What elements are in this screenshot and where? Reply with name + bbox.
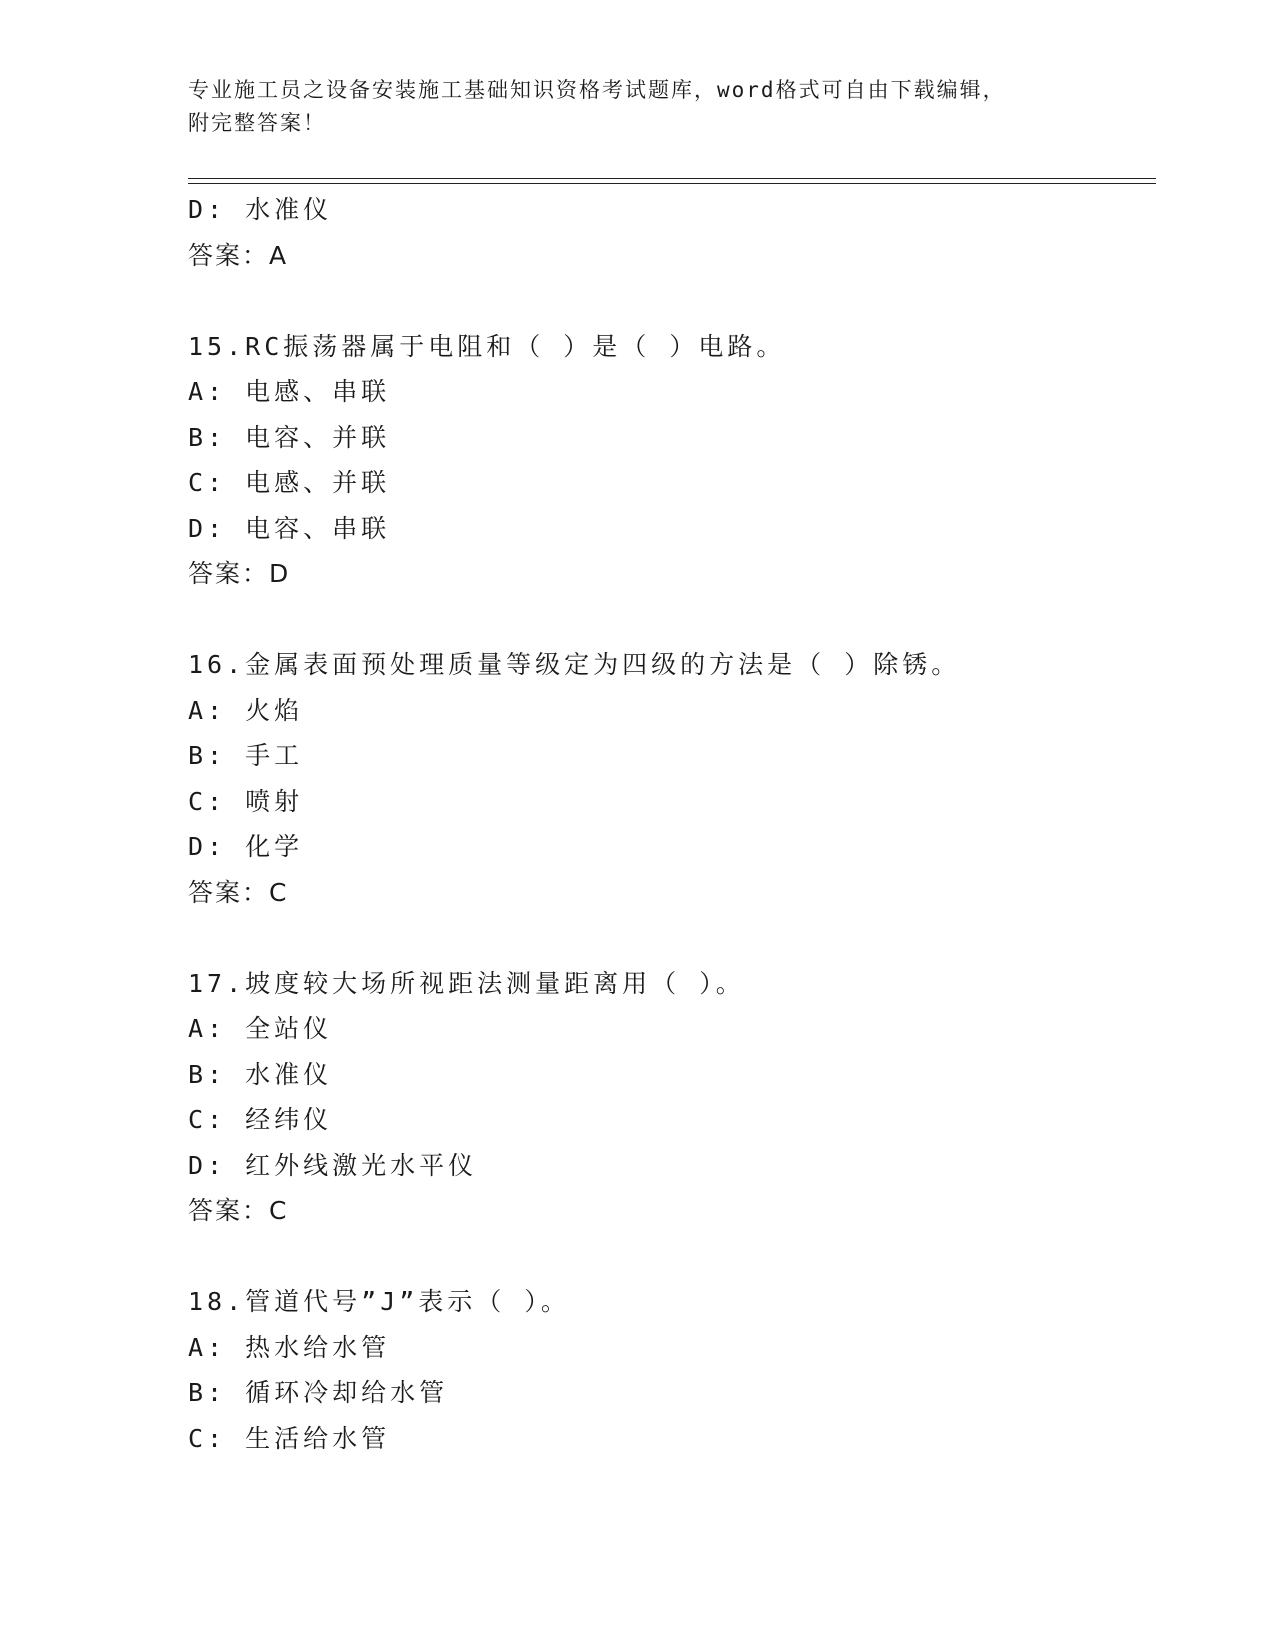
question-17: [188, 961, 1156, 1234]
spacer: [188, 915, 1156, 961]
option-d: D: 水准仪: [188, 195, 333, 224]
option-b: B: 循环冷却给水管: [188, 1378, 449, 1407]
answer-line: 答案：C: [188, 1196, 289, 1225]
option-a: A: 火焰: [188, 695, 304, 725]
answer-line: 答案：A: [188, 240, 289, 270]
question-16: [188, 642, 1156, 915]
question-list: [188, 187, 1156, 1461]
header-divider-bottom: [188, 183, 1156, 184]
question-stem: 18.管道代号”J”表示（ ）。: [188, 1287, 570, 1316]
header-divider-top: [188, 178, 1156, 179]
question-stem: 17.坡度较大场所视距法测量距离用（ ）。: [188, 968, 745, 998]
question-18: [188, 1279, 1156, 1461]
option-c: C: 喷射: [188, 786, 304, 816]
option-b: B: 水准仪: [188, 1059, 333, 1089]
option-d: D: 红外线激光水平仪: [188, 1150, 478, 1180]
answer-line: 答案：D: [188, 559, 291, 588]
spacer: [188, 1234, 1156, 1280]
question-stem: 15.RC振荡器属于电阻和（ ）是（ ）电路。: [188, 331, 786, 361]
option-a: A: 全站仪: [188, 1014, 333, 1043]
answer-line: 答案：C: [188, 877, 289, 907]
spacer: [188, 278, 1156, 324]
question-stem: 16.金属表面预处理质量等级定为四级的方法是（ ）除锈。: [188, 650, 961, 679]
document-header: [188, 74, 1088, 140]
spacer: [188, 597, 1156, 643]
option-b: B: 手工: [188, 741, 304, 770]
option-a: A: 电感、串联: [188, 377, 391, 406]
option-a: A: 热水给水管: [188, 1332, 391, 1362]
header-line-1: 专业施工员之设备安装施工基础知识资格考试题库，word格式可自由下载编辑，: [188, 78, 1006, 102]
option-c: C: 生活给水管: [188, 1423, 391, 1453]
question-15: [188, 324, 1156, 597]
option-b: B: 电容、并联: [188, 422, 391, 452]
option-d: D: 化学: [188, 832, 304, 861]
option-d: D: 电容、串联: [188, 513, 391, 543]
header-line-2: 附完整答案！: [188, 111, 326, 135]
option-c: C: 电感、并联: [188, 468, 391, 497]
option-c: C: 经纬仪: [188, 1105, 333, 1134]
